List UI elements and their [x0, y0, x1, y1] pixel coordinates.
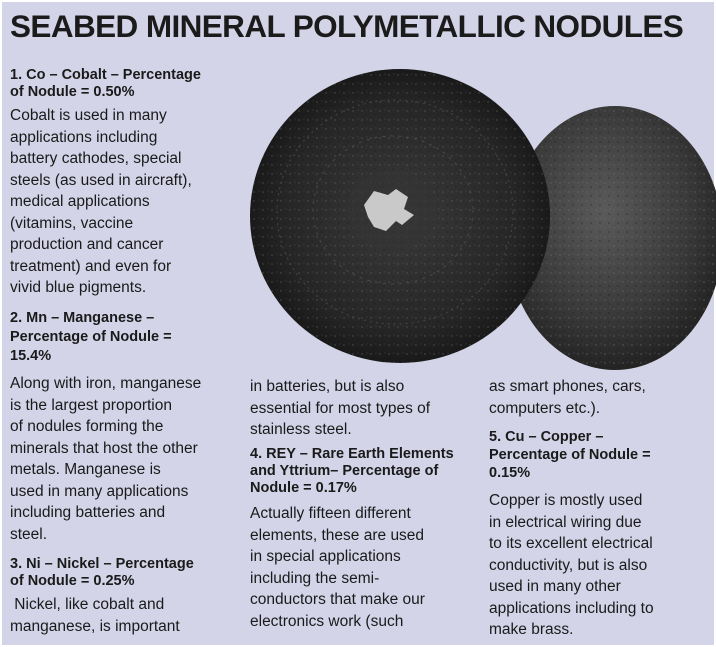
body-line: in special applications [250, 548, 401, 565]
cobalt-section [10, 67, 240, 299]
copper-body [489, 490, 714, 641]
body-line: steel. [10, 525, 48, 543]
body-line: in batteries, but is also [250, 378, 405, 395]
cobalt-body [10, 105, 240, 299]
body-line: essential for most types of [250, 399, 431, 417]
body-line: stainless steel. [250, 421, 352, 438]
body-line: Copper is mostly used [489, 492, 643, 509]
sectioned-nodule [250, 69, 550, 363]
body-line: battery cathodes, special [10, 150, 182, 167]
body-line: of nodules forming the [10, 418, 164, 435]
heading-line: 4. REY – Rare Earth Elements [250, 446, 454, 462]
body-line: production and cancer [10, 236, 164, 253]
heading-line: 15.4% [10, 348, 52, 364]
body-line: to its excellent electrical [489, 535, 653, 552]
rey-section [250, 446, 485, 632]
body-line: Actually fifteen different [250, 505, 411, 522]
heading-line: Percentage of Nodule = [10, 329, 172, 345]
body-line: in electrical wiring due [489, 513, 642, 531]
manganese-section [10, 309, 245, 545]
body-line: used in many applications [10, 482, 189, 500]
nickel-heading [10, 556, 245, 590]
heading-line: and Yttrium– Percentage of [250, 463, 439, 479]
rey-heading [250, 446, 485, 497]
manganese-body [10, 373, 245, 545]
body-line: elements, these are used [250, 526, 425, 544]
body-line: Cobalt is used in many [10, 107, 167, 124]
body-line: used in many other [489, 578, 621, 595]
rey-body [250, 503, 485, 632]
nickel-body-continued [250, 376, 480, 441]
body-line: conductivity, but is also [489, 556, 648, 574]
body-line: electronics work (such [250, 612, 404, 630]
body-line: minerals that host the other [10, 439, 198, 457]
heading-line: 3. Ni – Nickel – Percentage [10, 556, 194, 572]
rey-body-continued [489, 376, 714, 419]
body-line: applications including [10, 128, 158, 146]
body-line: applications including to [489, 599, 654, 617]
body-line: treatment) and even for [10, 257, 172, 275]
heading-line: Percentage of Nodule = [489, 447, 651, 463]
copper-section [489, 428, 714, 641]
heading-line: 2. Mn – Manganese – [10, 310, 155, 326]
nickel-section [10, 556, 245, 637]
body-line: conductors that make our [250, 591, 425, 608]
page-title: SEABED MINERAL POLYMETALLIC NODULES [10, 8, 684, 44]
body-line: as smart phones, cars, [489, 378, 646, 395]
body-line: make brass. [489, 621, 574, 638]
body-line: manganese, is important [10, 617, 180, 635]
body-line: Nickel, like cobalt and [10, 596, 165, 613]
body-line: medical applications [10, 193, 150, 210]
body-line: including batteries and [10, 504, 166, 521]
heading-line: 5. Cu – Copper – [489, 429, 604, 445]
body-line: is the largest proportion [10, 396, 172, 414]
heading-line: of Nodule = 0.25% [10, 573, 135, 589]
copper-heading [489, 428, 714, 482]
body-line: computers etc.). [489, 399, 601, 417]
body-line: Along with iron, manganese [10, 375, 202, 392]
body-line: metals. Manganese is [10, 461, 161, 478]
body-line: including the semi- [250, 569, 380, 587]
manganese-heading [10, 309, 245, 366]
heading-line: 0.15% [489, 465, 531, 481]
heading-line: 1. Co – Cobalt – Percentage [10, 67, 201, 83]
heading-line: of Nodule = 0.50% [10, 84, 135, 100]
body-line: steels (as used in aircraft), [10, 171, 192, 189]
nickel-body [10, 594, 245, 637]
cobalt-heading [10, 67, 240, 101]
body-line: (vitamins, vaccine [10, 214, 134, 232]
body-line: vivid blue pigments. [10, 279, 147, 296]
heading-line: Nodule = 0.17% [250, 480, 357, 496]
